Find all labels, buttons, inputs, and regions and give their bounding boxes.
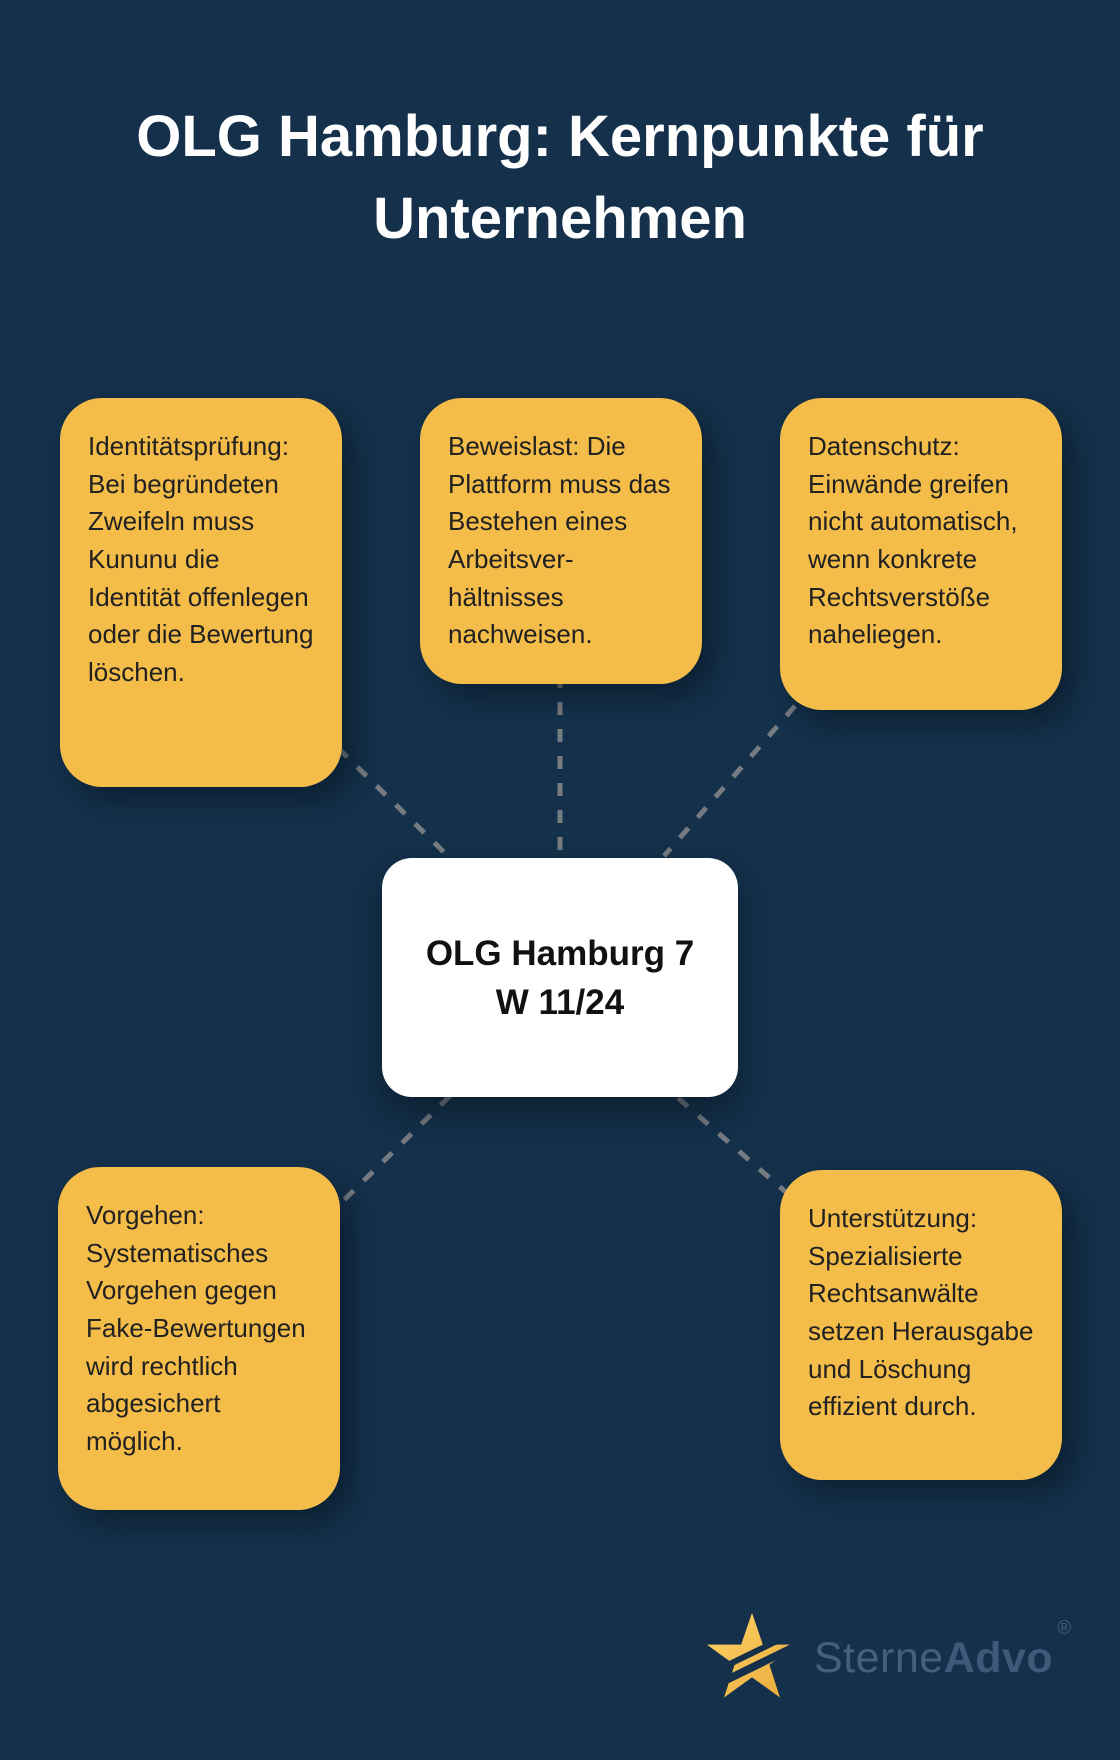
node-identitaetspruefung xyxy=(60,398,342,787)
node-text: Beweislast: Die Plattform muss das Bestehen eines Arbeitsverhältnisses nachweisen. xyxy=(448,431,671,650)
node-vorgehen xyxy=(58,1167,340,1510)
node-datenschutz xyxy=(780,398,1062,710)
connector-line xyxy=(338,748,452,860)
connector-line xyxy=(664,706,795,856)
node-text: Datenschutz: Einwände greifen nicht automatisch, wenn konkrete Rechtsverstöße naheliegen. xyxy=(808,431,1018,650)
center-node-olg-hamburg xyxy=(382,858,738,1097)
page-title: OLG Hamburg: Kernpunkte für Unternehmen xyxy=(136,104,984,252)
connector-line xyxy=(678,1098,788,1194)
star-slash-icon xyxy=(706,1612,798,1704)
registered-trademark-symbol: ® xyxy=(1057,1617,1072,1639)
brand-name-bold: Advo xyxy=(943,1633,1054,1682)
node-text: Identitätsprüfung: Bei begründeten Zweifeln muss Kununu die Identität offenlegen oder die Bewertung löschen. xyxy=(88,431,314,688)
node-text: Vorgehen: Systematisches Vorgehen gegen Fake-Bewertungen wird rechtlich abgesichert möglich. xyxy=(86,1200,306,1457)
center-node-line1: OLG Hamburg 7 xyxy=(425,933,695,973)
node-text: Unterstützung: Spezialisierte Rechtsanwälte setzen Herausgabe und Löschung effizient durch. xyxy=(808,1203,1034,1422)
connector-line xyxy=(344,1096,450,1200)
brand-name-light: Sterne xyxy=(814,1633,944,1682)
brand-logo xyxy=(706,1612,1072,1704)
center-node-line2: W 11/24 xyxy=(495,982,625,1022)
node-unterstuetzung xyxy=(780,1170,1062,1480)
brand-name xyxy=(814,1617,1072,1683)
node-beweislast xyxy=(420,398,702,684)
